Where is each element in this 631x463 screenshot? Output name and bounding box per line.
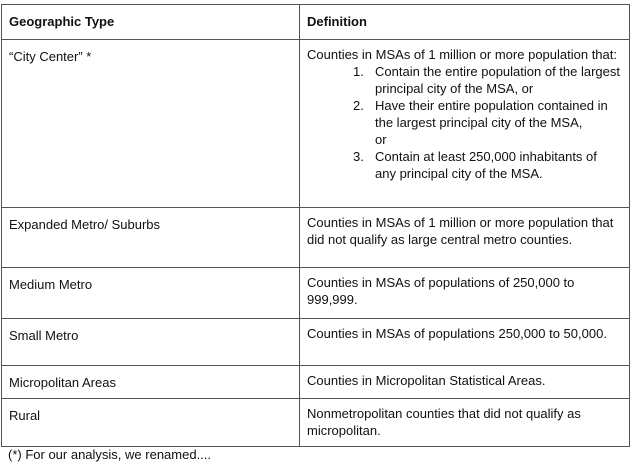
criteria-item <box>353 63 621 97</box>
row-type: Medium Metro <box>2 268 300 319</box>
criteria-or-text: or <box>375 132 387 147</box>
row-definition-city-center <box>300 40 630 208</box>
criteria-number: 3. <box>353 149 364 164</box>
criteria-or <box>353 131 621 148</box>
criteria-text: Have their entire population contained in the largest principal city of the MSA, <box>375 98 608 130</box>
row-type: Expanded Metro/ Suburbs <box>2 208 300 268</box>
footnote-text: (*) For our analysis, we renamed.... <box>8 447 212 462</box>
criteria-text: Contain the entire population of the largest principal city of the MSA, or <box>375 64 621 96</box>
table-row <box>2 366 630 399</box>
table-row <box>2 208 630 268</box>
row-type: Rural <box>2 399 300 447</box>
criteria-list <box>307 63 621 182</box>
row-type: Small Metro <box>2 319 300 366</box>
table-header-row <box>2 5 630 40</box>
row-definition: Counties in Micropolitan Statistical Areas. <box>300 366 630 399</box>
geographic-type-table <box>1 4 630 447</box>
criteria-item <box>353 97 621 131</box>
row-definition: Counties in MSAs of populations 250,000 to 50,000. <box>300 319 630 366</box>
table-row <box>2 40 630 208</box>
criteria-text: Contain at least 250,000 inhabitants of any principal city of the MSA. <box>375 149 597 181</box>
table-row <box>2 399 630 447</box>
criteria-number: 2. <box>353 98 364 113</box>
row-definition: Counties in MSAs of 1 million or more population that did not qualify as large central metro counties. <box>300 208 630 268</box>
table-row <box>2 268 630 319</box>
row-type: Micropolitan Areas <box>2 366 300 399</box>
criteria-number: 1. <box>353 64 364 79</box>
criteria-item <box>353 148 621 182</box>
row-type-city-center: “City Center” * <box>2 40 300 208</box>
header-geographic-type: Geographic Type <box>2 5 300 40</box>
definition-intro: Counties in MSAs of 1 million or more population that: <box>307 47 617 62</box>
table-row <box>2 319 630 366</box>
row-definition: Counties in MSAs of populations of 250,000 to 999,999. <box>300 268 630 319</box>
row-definition: Nonmetropolitan counties that did not qualify as micropolitan. <box>300 399 630 447</box>
header-definition: Definition <box>300 5 630 40</box>
